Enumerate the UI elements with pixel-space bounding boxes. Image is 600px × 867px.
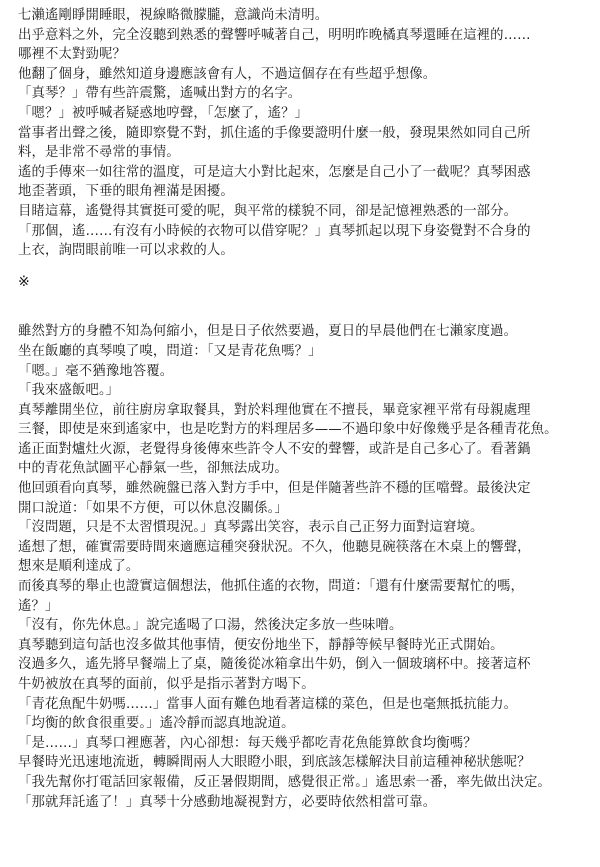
section-divider: ※ (18, 273, 30, 290)
paragraph-line: 三餐，即使是來到遙家中，也是吃對方的料理居多——不過印象中好像幾乎是各種青花魚。 (18, 422, 558, 438)
paragraph-line: 而後真琴的舉止也證實這個想法，他抓住遙的衣物，問道：「還有什麼需要幫忙的嗎， (18, 579, 524, 595)
paragraph-line: 開口說道：「如果不方便，可以休息沒關係。」 (18, 500, 288, 516)
paragraph-line: 當事者出聲之後，隨即察覺不對，抓住遙的手像要證明什麼一般，發現果然如同自己所 (18, 125, 531, 141)
paragraph-line: 「是……」真琴口裡應著，內心卻想：每天幾乎都吃青花魚能算飲食均衡嗎？ (18, 735, 477, 751)
paragraph-line: 出乎意料之外，完全沒聽到熟悉的聲響呼喊著自己，明明昨晚橘真琴還睡在這裡的…… (18, 27, 531, 43)
paragraph-line: 他翻了個身，雖然知道身邊應該會有人，不過這個存在有些超乎想像。 (18, 66, 437, 82)
paragraph-line: 真琴離開坐位，前往廚房拿取餐具，對於料理他實在不擅長，畢竟家裡平常有母親處理 (18, 402, 531, 418)
paragraph-line: 「我來盛飯吧。」 (18, 383, 120, 399)
paragraph-line: 真琴聽到這句話也沒多做其他事情，便安份地坐下，靜靜等候早餐時光正式開始。 (18, 637, 504, 653)
section-two (18, 322, 596, 812)
paragraph-line: 上衣，詢問眼前唯一可以求救的人。 (18, 243, 234, 259)
paragraph-line: 他回頭看向真琴，雖然碗盤已落入對方手中，但是伴隨著些許不穩的匡噹聲。最後決定 (18, 481, 531, 497)
paragraph-line: 遙？」 (18, 598, 59, 614)
paragraph-line: 「均衡的飲食很重要。」遙冷靜而認真地說道。 (18, 716, 295, 732)
paragraph-line: 七瀨遙剛睜開睡眼，視線略微朦朧，意識尚未清明。 (18, 8, 329, 23)
paragraph-line: 雖然對方的身體不知為何縮小，但是日子依然要過，夏日的早晨他們在七瀨家度過。 (18, 324, 518, 340)
paragraph-line: 遙的手傳來一如往常的溫度，可是這大小對比起來，怎麼是自己小了一截呢？真琴困惑 (18, 164, 531, 180)
paragraph-line: 目睹這幕，遙覺得其實挺可愛的呢，與平常的樣貌不同，卻是記憶裡熟悉的一部分。 (18, 203, 518, 219)
paragraph-line: 「真琴？」帶有些許震驚，遙喊出對方的名字。 (18, 86, 302, 102)
paragraph-line: 「那就拜託遙了！」真琴十分感動地凝視對方，必要時依然相當可靠。 (18, 794, 437, 810)
paragraph-line: 坐在飯廳的真琴嗅了嗅，問道：「又是青花魚嗎？」 (18, 343, 322, 359)
paragraph-line: 「那個，遙……有沒有小時候的衣物可以借穿呢？」真琴抓起以現下身姿覺對不合身的 (18, 223, 531, 239)
paragraph-line: 早餐時光迅速地流逝，轉瞬間兩人大眼瞪小眼，到底該怎樣解決目前這種神秘狀態呢？ (18, 755, 531, 771)
paragraph-line: 「青花魚配牛奶嗎……」當事人面有難色地看著這樣的菜色，但是也毫無抵抗能力。 (18, 696, 518, 712)
story-page (18, 6, 596, 812)
paragraph-line: 「嗯。」毫不猶豫地答覆。 (18, 363, 174, 379)
paragraph-line: 牛奶被放在真琴的面前，似乎是指示著對方喝下。 (18, 677, 315, 692)
paragraph-line: 「嗯？」被呼喊者疑惑地哼聲，「怎麼了，遙？」 (18, 105, 309, 121)
paragraph-line: 中的青花魚試圖平心靜氣一些，卻無法成功。 (18, 461, 288, 477)
paragraph-line: 哪裡不太對勁呢？ (18, 47, 126, 63)
paragraph-line: 「沒問題，只是不太習慣現況。」真琴露出笑容，表示自己正努力面對這窘境。 (18, 520, 484, 536)
paragraph-line: 想來是順利達成了。 (18, 559, 140, 575)
paragraph-line: 料，是非常不尋常的事情。 (18, 145, 180, 161)
paragraph-line: 遙正面對爐灶火源，老覺得身後傳來些許令人不安的聲響，或許是自己多心了。看著鍋 (18, 441, 531, 457)
paragraph-line: 「我先幫你打電話回家報備，反正暑假期間，感覺很正常。」遙思索一番，率先做出決定。 (18, 774, 551, 790)
paragraph-line: 沒過多久，遙先將早餐端上了桌，隨後從冰箱拿出牛奶，倒入一個玻璃杯中。接著這杯 (18, 657, 531, 673)
paragraph-line: 地歪著頭，下垂的眼角裡滿是困擾。 (18, 184, 234, 200)
paragraph-line: 「沒有，你先休息。」說完遙喝了口湯，然後決定多放一些味噌。 (18, 618, 403, 634)
section-one (18, 6, 596, 261)
paragraph-line: 遙想了想，確實需要時間來適應這種突發狀況。不久，他聽見碗筷落在木桌上的響聲， (18, 539, 531, 555)
